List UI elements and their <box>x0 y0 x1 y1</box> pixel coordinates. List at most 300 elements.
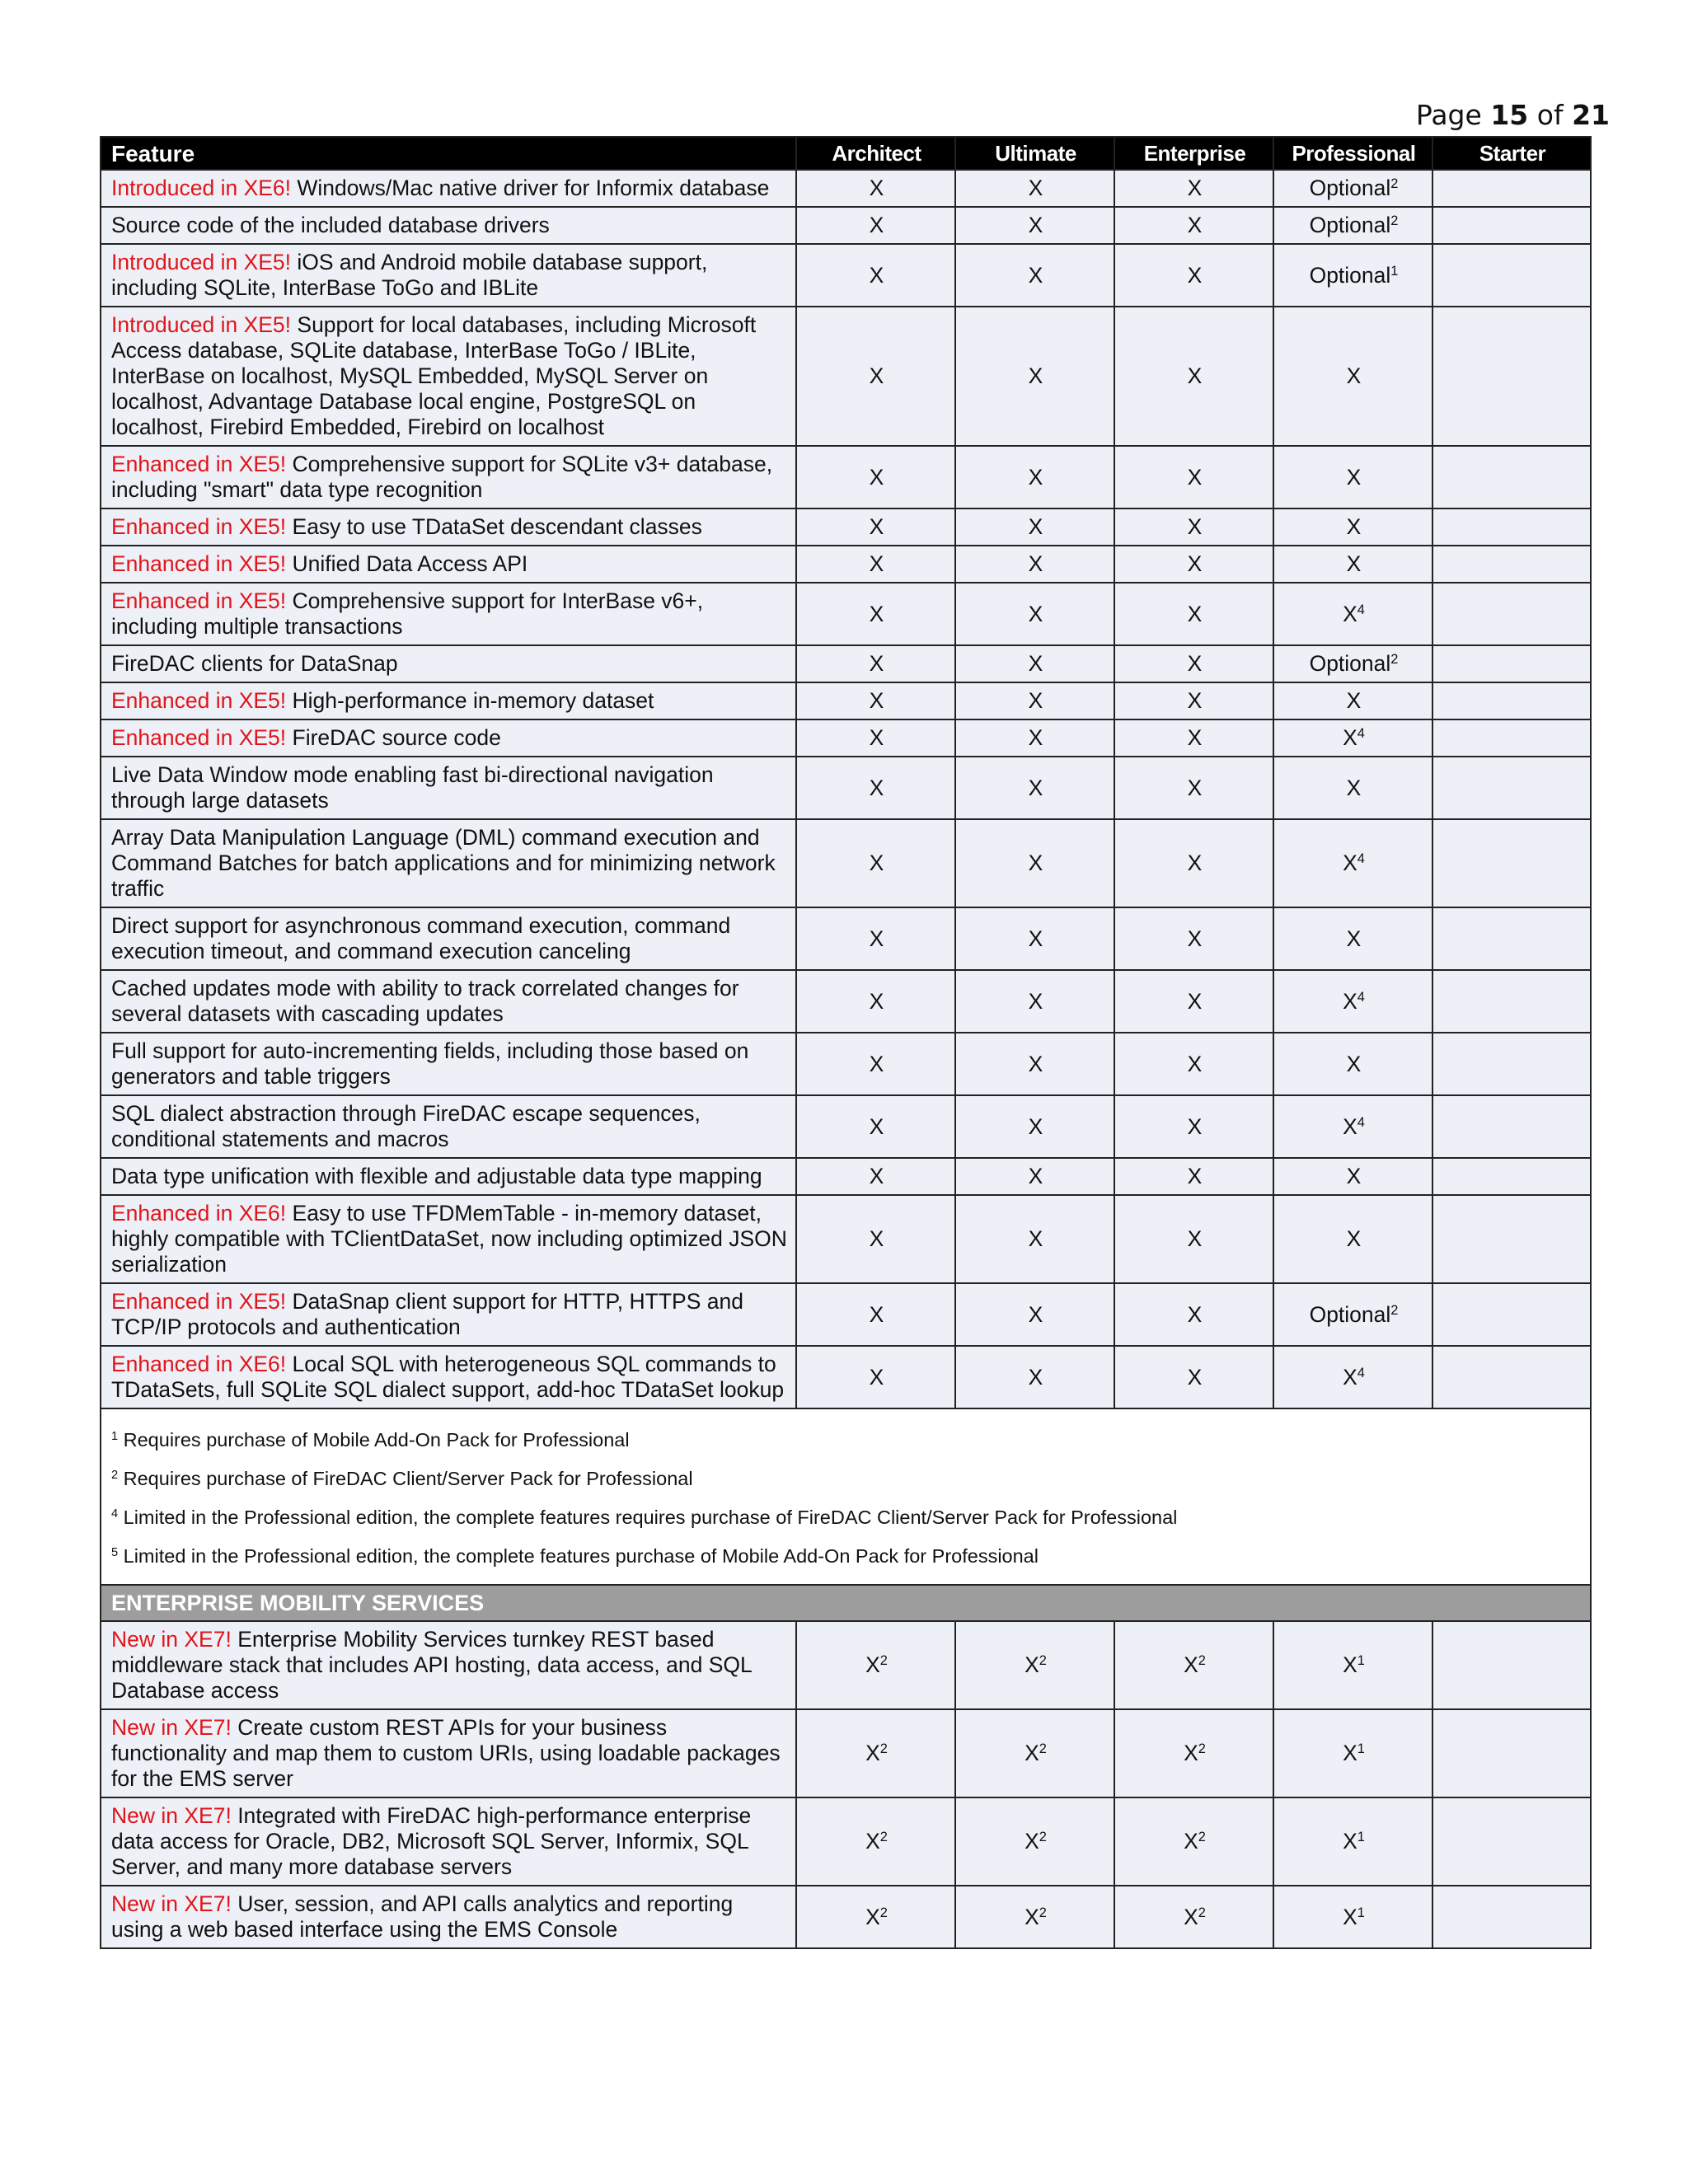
edition-value: X <box>1187 176 1203 200</box>
feature-cell <box>101 1283 796 1346</box>
edition-cell <box>796 583 955 645</box>
footnote: $^5$ Limited in the Professional edition, the complete features purchase of Mobile Add-On Pack for Professional <box>111 1545 1039 1567</box>
edition-value: X <box>1028 1164 1043 1188</box>
edition-value: X <box>1187 1364 1203 1390</box>
edition-value: X <box>1343 1741 1357 1765</box>
edition-value: X <box>869 1226 884 1251</box>
edition-value: X <box>1187 688 1203 713</box>
release-tag: Enhanced in XE5! <box>111 725 287 750</box>
section-header-row <box>101 1585 1591 1621</box>
header-starter: Starter <box>1432 137 1591 170</box>
release-tag: New in XE7! <box>111 1891 232 1916</box>
edition-cell <box>1432 446 1591 509</box>
header-ultimate: Ultimate <box>955 137 1114 170</box>
edition-cell <box>955 1886 1114 1948</box>
edition-cell <box>796 244 955 307</box>
edition-cell <box>796 1709 955 1797</box>
edition-cell <box>955 446 1114 509</box>
feature-text: Data type unification with flexible and adjustable data type mapping <box>111 1164 762 1188</box>
feature-cell <box>101 1621 796 1709</box>
edition-cell <box>955 1346 1114 1408</box>
edition-cell <box>796 645 955 682</box>
footnote-ref: 1 <box>1357 1652 1365 1668</box>
footnote-ref: 1 <box>1390 263 1399 279</box>
edition-cell <box>796 509 955 546</box>
edition-cell <box>1114 1346 1273 1408</box>
edition-value: X <box>1025 1829 1039 1854</box>
feature-text: Full support for auto-incrementing fields, including those based on generators and table triggers <box>111 1038 749 1089</box>
table-row <box>101 446 1591 509</box>
edition-value: X <box>1187 775 1203 800</box>
edition-cell <box>1432 970 1591 1033</box>
edition-cell <box>1114 1033 1273 1095</box>
feature-text: DataSnap client support for HTTP, HTTPS and TCP/IP protocols and authentication <box>111 1289 743 1339</box>
edition-cell <box>796 682 955 719</box>
edition-cell <box>1273 307 1432 446</box>
edition-cell <box>955 170 1114 207</box>
release-tag: Enhanced in XE5! <box>111 452 287 476</box>
edition-value: X <box>1025 1904 1039 1929</box>
edition-cell <box>955 907 1114 970</box>
feature-text: FireDAC clients for DataSnap <box>111 651 398 676</box>
footnote-ref: 2 <box>1198 1652 1206 1668</box>
footnote-ref: 2 <box>1198 1829 1206 1844</box>
feature-cell <box>101 1158 796 1195</box>
edition-value: X <box>1346 926 1362 951</box>
edition-value: X <box>1184 1741 1198 1765</box>
edition-value: X <box>1028 363 1043 388</box>
edition-cell <box>1273 757 1432 819</box>
edition-cell <box>796 1886 955 1948</box>
edition-value: X <box>1028 551 1043 576</box>
table-row <box>101 1346 1591 1408</box>
edition-cell <box>1273 1797 1432 1886</box>
edition-value: X <box>869 1364 884 1390</box>
feature-matrix-table <box>100 136 1592 1949</box>
edition-value: X <box>1028 601 1043 626</box>
edition-cell <box>1432 1033 1591 1095</box>
edition-cell <box>1114 907 1273 970</box>
footnote-ref: 4 <box>1357 851 1365 866</box>
footnote-ref: 2 <box>1390 213 1399 228</box>
edition-value: X <box>1346 1164 1362 1188</box>
release-tag: New in XE7! <box>111 1715 232 1740</box>
feature-text: Windows/Mac native driver for Informix database <box>291 176 770 200</box>
edition-cell <box>796 170 955 207</box>
footnote-ref: 4 <box>1357 602 1365 617</box>
edition-cell <box>1273 819 1432 907</box>
release-tag: New in XE7! <box>111 1627 232 1652</box>
feature-cell <box>101 1095 796 1158</box>
release-tag: Enhanced in XE5! <box>111 514 287 539</box>
edition-cell <box>1273 1283 1432 1346</box>
edition-value: X <box>1028 176 1043 200</box>
edition-value: X <box>869 363 884 388</box>
edition-value: X <box>1187 851 1203 875</box>
edition-value: X <box>869 1113 884 1139</box>
footnote-ref: 2 <box>879 1829 888 1844</box>
edition-cell <box>1432 1158 1591 1195</box>
edition-cell <box>796 1158 955 1195</box>
edition-cell <box>1273 682 1432 719</box>
edition-cell <box>955 645 1114 682</box>
edition-cell <box>955 819 1114 907</box>
edition-value: X <box>1187 651 1203 676</box>
edition-cell <box>1432 1797 1591 1886</box>
edition-value: X <box>869 601 884 626</box>
edition-value: X <box>1346 775 1362 800</box>
footnote-ref: 2 <box>1198 1741 1206 1756</box>
feature-cell <box>101 546 796 583</box>
feature-cell <box>101 645 796 682</box>
edition-cell <box>1273 1709 1432 1797</box>
edition-cell <box>955 244 1114 307</box>
edition-value: X <box>1187 1164 1203 1188</box>
table-row <box>101 1797 1591 1886</box>
edition-cell <box>1432 1709 1591 1797</box>
edition-cell <box>1273 1621 1432 1709</box>
edition-cell <box>1432 546 1591 583</box>
edition-cell <box>1432 583 1591 645</box>
table-row <box>101 1621 1591 1709</box>
edition-cell <box>1114 583 1273 645</box>
edition-value: X <box>1187 363 1203 388</box>
edition-cell <box>1432 645 1591 682</box>
edition-value: X <box>1028 725 1043 750</box>
edition-value: X <box>869 651 884 676</box>
edition-cell <box>1273 1095 1432 1158</box>
edition-value: X <box>1028 688 1043 713</box>
edition-cell <box>1432 907 1591 970</box>
edition-value: X <box>1028 1301 1043 1327</box>
release-tag: Enhanced in XE5! <box>111 1289 287 1314</box>
feature-text: User, session, and API calls analytics and reporting using a web based interface using the EMS Console <box>111 1891 734 1942</box>
footnote-ref: 2 <box>1039 1829 1047 1844</box>
edition-cell <box>796 1195 955 1283</box>
edition-cell <box>1273 645 1432 682</box>
edition-cell <box>1114 1283 1273 1346</box>
edition-cell <box>955 207 1114 244</box>
edition-cell <box>1273 1033 1432 1095</box>
feature-cell <box>101 1886 796 1948</box>
edition-cell <box>1273 583 1432 645</box>
edition-value: X <box>1184 1904 1198 1929</box>
edition-value: X <box>865 1904 880 1929</box>
edition-value: X <box>1184 1829 1198 1854</box>
footnote-ref: 2 <box>1039 1905 1047 1920</box>
table-row <box>101 1709 1591 1797</box>
edition-cell <box>1432 682 1591 719</box>
footnote-ref: 2 <box>1390 1302 1399 1318</box>
release-tag: Enhanced in XE5! <box>111 588 287 613</box>
edition-cell <box>1432 819 1591 907</box>
edition-cell <box>796 907 955 970</box>
edition-cell <box>1432 1621 1591 1709</box>
edition-value: X <box>869 775 884 800</box>
release-tag: Introduced in XE5! <box>111 250 292 274</box>
feature-text: Create custom REST APIs for your business functionality and map them to custom URIs, using loadable packages for the EMS server <box>111 1715 781 1791</box>
edition-cell <box>1114 546 1273 583</box>
edition-value: X <box>1187 1113 1203 1139</box>
edition-cell <box>1114 509 1273 546</box>
edition-cell <box>1273 1346 1432 1408</box>
feature-cell <box>101 819 796 907</box>
footnote-ref: 2 <box>1390 651 1399 667</box>
edition-value: X <box>869 176 884 200</box>
edition-cell <box>796 1033 955 1095</box>
table-row <box>101 170 1591 207</box>
edition-value: X <box>1028 1051 1043 1076</box>
footnote-ref: 2 <box>879 1905 888 1920</box>
edition-value: X <box>1343 1904 1357 1929</box>
edition-cell <box>1432 1346 1591 1408</box>
feature-text: FireDAC source code <box>286 725 501 750</box>
edition-value: X <box>1187 464 1203 490</box>
edition-cell <box>1273 509 1432 546</box>
edition-cell <box>1114 1095 1273 1158</box>
edition-value: X <box>869 725 884 750</box>
edition-value: X <box>869 551 884 576</box>
edition-cell <box>1432 307 1591 446</box>
edition-value: X <box>1346 551 1362 576</box>
edition-cell <box>955 546 1114 583</box>
edition-value: X <box>1187 601 1203 626</box>
feature-cell <box>101 307 796 446</box>
feature-text: Support for local databases, including Microsoft Access database, SQLite database, InterBase ToGo / IBLite, InterBase on localhost, MySQL Embedded, MySQL Server on localhost, Advantage Database local engine, PostgreSQL on localhost, Firebird Embedded, Firebird on localhost <box>111 312 757 439</box>
table-row <box>101 1158 1591 1195</box>
table-row <box>101 970 1591 1033</box>
edition-value: X <box>869 988 884 1014</box>
edition-cell <box>1273 907 1432 970</box>
edition-cell <box>1114 757 1273 819</box>
table-row <box>101 1283 1591 1346</box>
edition-value: X <box>869 262 884 288</box>
edition-cell <box>1432 757 1591 819</box>
edition-cell <box>1114 682 1273 719</box>
edition-cell <box>796 1346 955 1408</box>
edition-value: X <box>869 1051 884 1076</box>
edition-value: X <box>1028 1113 1043 1139</box>
edition-cell <box>1432 170 1591 207</box>
edition-value: X <box>1025 1652 1039 1677</box>
footnote-ref: 4 <box>1357 989 1365 1005</box>
feature-cell <box>101 207 796 244</box>
edition-value: X <box>1028 1364 1043 1390</box>
feature-text: Unified Data Access API <box>286 551 528 576</box>
edition-cell <box>955 583 1114 645</box>
edition-cell <box>796 719 955 757</box>
feature-cell <box>101 682 796 719</box>
release-tag: Enhanced in XE5! <box>111 688 287 713</box>
edition-value: X <box>869 464 884 490</box>
feature-cell <box>101 1195 796 1283</box>
header-architect: Architect <box>796 137 955 170</box>
feature-cell <box>101 170 796 207</box>
edition-cell <box>955 682 1114 719</box>
table-row <box>101 546 1591 583</box>
footnote: $^4$ Limited in the Professional edition, the complete features requires purchase of FireDAC Client/Server Pack for Professional <box>111 1507 1178 1528</box>
edition-value: X <box>1187 926 1203 951</box>
footnote-ref: 2 <box>1390 176 1399 191</box>
edition-value: X <box>1184 1652 1198 1677</box>
edition-cell <box>1273 446 1432 509</box>
edition-cell <box>1114 1709 1273 1797</box>
edition-cell <box>796 757 955 819</box>
edition-value: X <box>1346 688 1362 713</box>
edition-value: X <box>869 1301 884 1327</box>
feature-text: Local SQL with heterogeneous SQL commands to TDataSets, full SQLite SQL dialect support, add-hoc TDataSet lookup <box>111 1352 785 1402</box>
edition-cell <box>955 970 1114 1033</box>
edition-value: X <box>1343 1364 1357 1390</box>
edition-value: X <box>1346 363 1362 388</box>
edition-cell <box>1273 207 1432 244</box>
feature-cell <box>101 907 796 970</box>
edition-cell <box>1114 244 1273 307</box>
edition-cell <box>955 1158 1114 1195</box>
release-tag: New in XE7! <box>111 1803 232 1828</box>
edition-value: Optional <box>1309 1301 1391 1327</box>
edition-cell <box>1273 719 1432 757</box>
feature-text: Direct support for asynchronous command execution, command execution timeout, and command execution canceling <box>111 913 731 963</box>
feature-text: SQL dialect abstraction through FireDAC escape sequences, conditional statements and macros <box>111 1101 701 1151</box>
edition-cell <box>1114 719 1273 757</box>
table-row <box>101 307 1591 446</box>
edition-value: X <box>1346 514 1362 539</box>
edition-value: X <box>1187 1226 1203 1251</box>
edition-value: Optional <box>1309 176 1391 200</box>
footnote-ref: 1 <box>1357 1905 1365 1920</box>
edition-value: X <box>1343 988 1357 1014</box>
footnote: $^2$ Requires purchase of FireDAC Client/Server Pack for Professional <box>111 1468 693 1489</box>
table-row <box>101 907 1591 970</box>
edition-value: X <box>1346 1051 1362 1076</box>
edition-cell <box>1432 1095 1591 1158</box>
edition-cell <box>955 1797 1114 1886</box>
edition-cell <box>1432 509 1591 546</box>
edition-value: X <box>869 213 884 237</box>
edition-value: X <box>1028 464 1043 490</box>
edition-cell <box>1114 1797 1273 1886</box>
edition-cell <box>1273 970 1432 1033</box>
edition-cell <box>955 1621 1114 1709</box>
table-row <box>101 583 1591 645</box>
edition-cell <box>1273 1158 1432 1195</box>
edition-value: X <box>1187 262 1203 288</box>
edition-cell <box>796 970 955 1033</box>
release-tag: Enhanced in XE6! <box>111 1352 287 1376</box>
feature-text: Enterprise Mobility Services turnkey REST based middleware stack that includes API hosting, data access, and SQL Database access <box>111 1627 752 1703</box>
release-tag: Introduced in XE5! <box>111 312 292 337</box>
edition-value: X <box>1346 1226 1362 1251</box>
footnotes <box>101 1408 1591 1585</box>
edition-value: X <box>1343 725 1357 750</box>
edition-cell <box>1114 1158 1273 1195</box>
edition-cell <box>1114 1195 1273 1283</box>
edition-value: X <box>869 688 884 713</box>
table-row <box>101 1886 1591 1948</box>
edition-value: X <box>1346 464 1362 490</box>
feature-cell <box>101 970 796 1033</box>
edition-value: X <box>869 926 884 951</box>
footnote: $^1$ Requires purchase of Mobile Add-On Pack for Professional <box>111 1429 630 1451</box>
footnote-ref: 2 <box>1039 1652 1047 1668</box>
edition-cell <box>1114 307 1273 446</box>
footnote-ref: 4 <box>1357 725 1365 741</box>
edition-cell <box>955 719 1114 757</box>
edition-cell <box>796 819 955 907</box>
edition-cell <box>796 446 955 509</box>
table-row <box>101 757 1591 819</box>
footnote-ref: 1 <box>1357 1741 1365 1756</box>
edition-cell <box>796 1621 955 1709</box>
edition-value: X <box>1187 551 1203 576</box>
edition-value: X <box>1343 851 1357 875</box>
edition-value: X <box>1028 851 1043 875</box>
edition-value: X <box>1343 1829 1357 1854</box>
feature-cell <box>101 583 796 645</box>
footnote-ref: 4 <box>1357 1365 1365 1380</box>
edition-value: X <box>1028 213 1043 237</box>
edition-value: X <box>1187 725 1203 750</box>
feature-cell <box>101 244 796 307</box>
footnote-ref: 2 <box>1198 1905 1206 1920</box>
release-tag: Introduced in XE6! <box>111 176 292 200</box>
edition-cell <box>1273 244 1432 307</box>
release-tag: Enhanced in XE6! <box>111 1201 287 1226</box>
table-row <box>101 1095 1591 1158</box>
table-row <box>101 645 1591 682</box>
table-row <box>101 1033 1591 1095</box>
edition-value: X <box>1028 926 1043 951</box>
edition-cell <box>1273 170 1432 207</box>
edition-cell <box>955 1283 1114 1346</box>
edition-value: X <box>869 851 884 875</box>
edition-cell <box>796 1095 955 1158</box>
edition-cell <box>955 757 1114 819</box>
edition-value: X <box>1025 1741 1039 1765</box>
edition-cell <box>1273 1886 1432 1948</box>
edition-cell <box>796 1283 955 1346</box>
edition-cell <box>1114 1621 1273 1709</box>
edition-cell <box>1432 1283 1591 1346</box>
edition-value: Optional <box>1309 651 1391 676</box>
edition-value: X <box>865 1829 880 1854</box>
table-row <box>101 244 1591 307</box>
footnotes-row <box>101 1408 1591 1585</box>
feature-cell <box>101 1709 796 1797</box>
feature-text: Array Data Manipulation Language (DML) command execution and Command Batches for batch applications and for minimizing network traffic <box>111 825 776 901</box>
edition-cell <box>1114 970 1273 1033</box>
table-row <box>101 207 1591 244</box>
edition-value: X <box>1028 1226 1043 1251</box>
page-current: 15 <box>1490 99 1529 131</box>
edition-value: X <box>1028 651 1043 676</box>
feature-cell <box>101 1346 796 1408</box>
table-row <box>101 819 1591 907</box>
edition-value: X <box>1187 213 1203 237</box>
edition-cell <box>955 1095 1114 1158</box>
feature-text: Easy to use TFDMemTable - in-memory dataset, highly compatible with TClientDataSet, now including optimized JSON serialization <box>111 1201 787 1277</box>
edition-cell <box>1114 1886 1273 1948</box>
footnote-ref: 2 <box>1039 1741 1047 1756</box>
table-row <box>101 509 1591 546</box>
footnote-ref: 4 <box>1357 1114 1365 1130</box>
feature-text: Integrated with FireDAC high-performance enterprise data access for Oracle, DB2, Microsoft SQL Server, Informix, SQL Server, and many more database servers <box>111 1803 752 1879</box>
header-professional: Professional <box>1273 137 1432 170</box>
edition-value: X <box>1187 514 1203 539</box>
feature-cell <box>101 1033 796 1095</box>
edition-value: X <box>1187 1301 1203 1327</box>
